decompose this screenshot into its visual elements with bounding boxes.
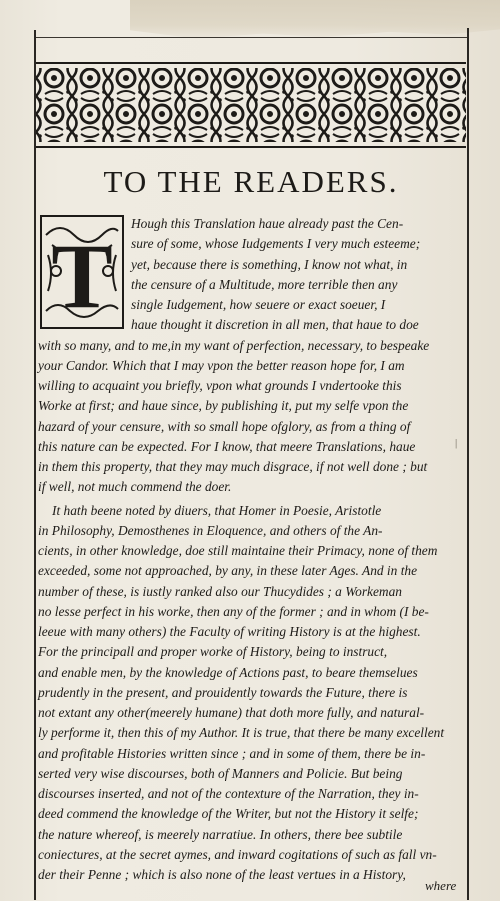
text-line: serted very wise discourses, both of Manners and Policie. But being xyxy=(38,766,403,781)
text-line: number of these, is iustly ranked also our Thucydides ; a Workeman xyxy=(38,584,402,599)
text-line: coniectures, at the secret aymes, and inward cogitations of such as fall vn- xyxy=(38,847,437,862)
text-line: not extant any other(meerely humane) that doth more fully, and natural- xyxy=(38,705,425,720)
left-border-rule xyxy=(34,30,36,900)
text-line: single Iudgement, how seuere or exact soeuer, I xyxy=(131,297,386,312)
text-line: this nature can be expected. For I know, that meere Translations, haue xyxy=(38,439,416,454)
decorated-initial xyxy=(40,215,124,329)
text-line: ly performe it, then this of my Author. It is true, that there be many excellent xyxy=(38,725,445,740)
text-line: and enable men, by the knowledge of Actions past, to beare themselues xyxy=(38,665,418,680)
text-line: the censure of a Multitude, more terrible then any xyxy=(131,277,398,292)
margin-mark: | xyxy=(455,437,458,449)
text-line: in them this property, that they may much disgrace, if not well done ; but xyxy=(38,459,428,474)
text-line: in Philosophy, Demosthenes in Eloquence, and others of the An- xyxy=(38,523,383,538)
text-line: prudently in the present, and prouidently towards the Future, there is xyxy=(38,685,408,700)
text-line: Hough this Translation haue already past the Cen- xyxy=(131,216,404,231)
text-line: deed commend the knowledge of the Writer, but not the History it selfe; xyxy=(38,806,419,821)
text-line: with so many, and to me,in my want of perfection, necessary, to bespeake xyxy=(38,338,430,353)
text-line: Worke at first; and haue since, by publishing it, put my selfe vpon the xyxy=(38,398,409,413)
dropcap-letter: T xyxy=(51,225,113,327)
text-line: leeue with many others) the Faculty of writing History is at the highest. xyxy=(38,624,421,639)
text-line: der their Penne ; which is also none of the least vertues in a History, xyxy=(38,867,406,882)
text-line: and profitable Histories written since ; and in some of them, there be in- xyxy=(38,746,426,761)
text-line: yet, because there is something, I know not what, in xyxy=(131,257,408,272)
top-border-rule xyxy=(34,37,469,38)
text-line: discourses inserted, and not of the contexture of the Narration, they in- xyxy=(38,786,419,801)
text-line: exceeded, some not approached, by any, in these later Ages. And in the xyxy=(38,563,418,578)
text-line: willing to acquaint you briefly, vpon what grounds I vndertooke this xyxy=(38,378,402,393)
headpiece-ornament xyxy=(36,60,466,152)
text-line: hazard of your censure, with so small hope ofglory, as from a thing of xyxy=(38,419,411,434)
page-title: TO THE READERS. xyxy=(103,164,399,199)
text-line: sure of some, whose Iudgements I very much esteeme; xyxy=(131,236,421,251)
text-line: haue thought it discretion in all men, that haue to doe xyxy=(131,317,419,332)
text-line: For the principall and proper worke of History, being to instruct, xyxy=(38,644,388,659)
catchword: where xyxy=(425,878,457,893)
text-line: your Candor. Which that I may vpon the better reason hope for, I am xyxy=(38,358,405,373)
text-line: It hath beene noted by diuers, that Homer in Poesie, Aristotle xyxy=(52,503,382,518)
right-border-rule xyxy=(467,28,469,900)
text-line: if well, not much commend the doer. xyxy=(38,479,232,494)
text-line: the nature whereof, is meerely narratiue. In others, there bee subtile xyxy=(38,827,403,842)
text-line: cients, in other knowledge, doe still maintaine their Primacy, none of them xyxy=(38,543,438,558)
text-line: no lesse perfect in his worke, then any of the former ; and in whom (I be- xyxy=(38,604,429,619)
